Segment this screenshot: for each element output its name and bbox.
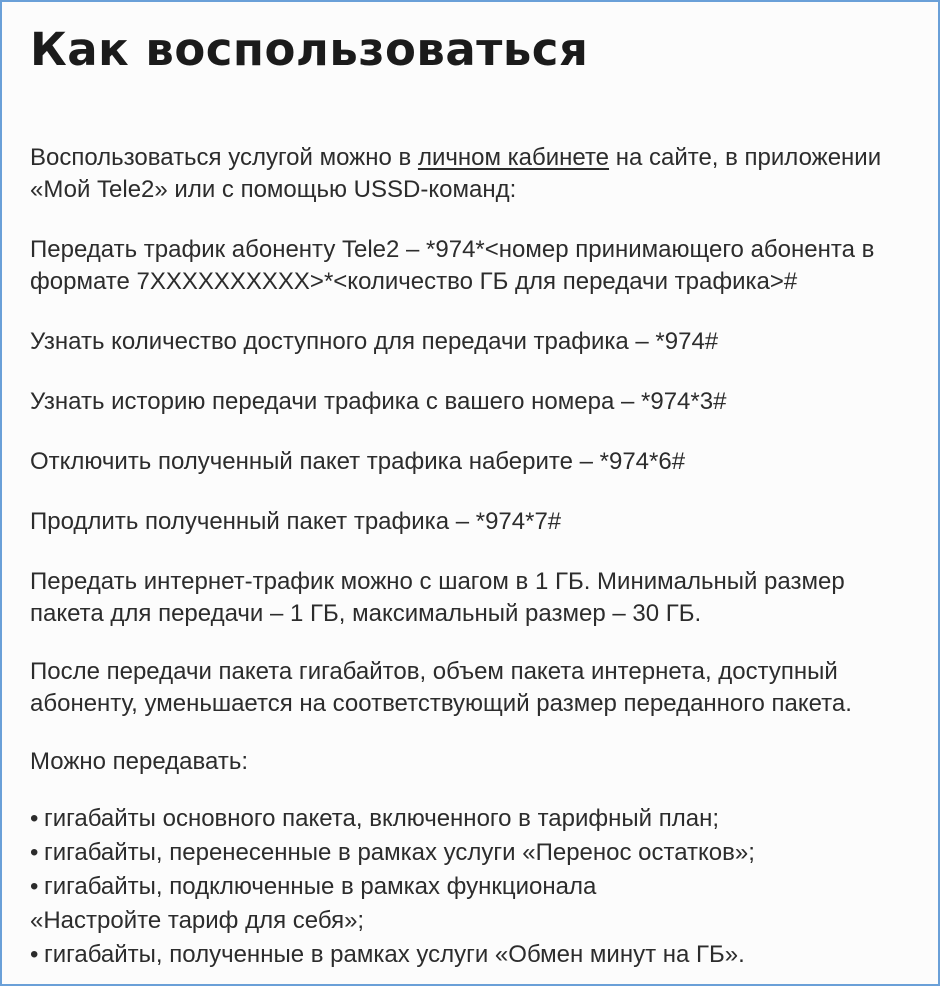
- list-item-text: гигабайты, подключенные в рамках функционала: [44, 873, 597, 900]
- command-check-available: Узнать количество доступного для передачи трафика – *974#: [30, 328, 719, 355]
- list-item: [30, 938, 910, 972]
- intro-text-after: на сайте, в приложении «Мой Tele2» или с помощью USSD-команд:: [30, 144, 882, 203]
- note-step-size: Передать интернет-трафик можно с шагом в 1 ГБ. Минимальный размер пакета для передачи – 1 ГБ, максимальный размер – 30 ГБ.: [30, 568, 845, 627]
- list-item: [30, 802, 910, 836]
- note-balance-reduction: После передачи пакета гигабайтов, объем пакета интернета, доступный абоненту, уменьшается на соответствующий размер переданного пакета.: [30, 658, 852, 717]
- list-item: [30, 836, 910, 870]
- command-history: Узнать историю передачи трафика с вашего номера – *974*3#: [30, 388, 727, 415]
- command-disable: Отключить полученный пакет трафика наберите – *974*6#: [30, 448, 686, 475]
- command-extend: Продлить полученный пакет трафика – *974*7#: [30, 508, 562, 535]
- article: [30, 20, 910, 972]
- command-transfer: Передать трафик абоненту Tele2 – *974*<номер принимающего абонента в формате 7XXXXXXXXXX>*<количество ГБ для передачи трафика>#: [30, 236, 875, 295]
- intro-paragraph: [30, 142, 910, 206]
- list-item-continuation: «Настройте тариф для себя»;: [30, 907, 365, 934]
- list-item-text: гигабайты, полученные в рамках услуги «Обмен минут на ГБ».: [44, 941, 745, 968]
- list-intro: Можно передавать:: [30, 748, 248, 775]
- list-item-text: гигабайты основного пакета, включенного в тарифный план;: [44, 805, 719, 832]
- personal-account-link[interactable]: личном кабинете: [417, 144, 610, 171]
- intro-text-before: Воспользоваться услугой можно в: [30, 144, 418, 171]
- list-item: [30, 870, 910, 938]
- page-title: Как воспользоваться: [30, 23, 589, 76]
- list-item-text: гигабайты, перенесенные в рамках услуги «Перенос остатков»;: [44, 839, 755, 866]
- transferable-list: [30, 802, 910, 972]
